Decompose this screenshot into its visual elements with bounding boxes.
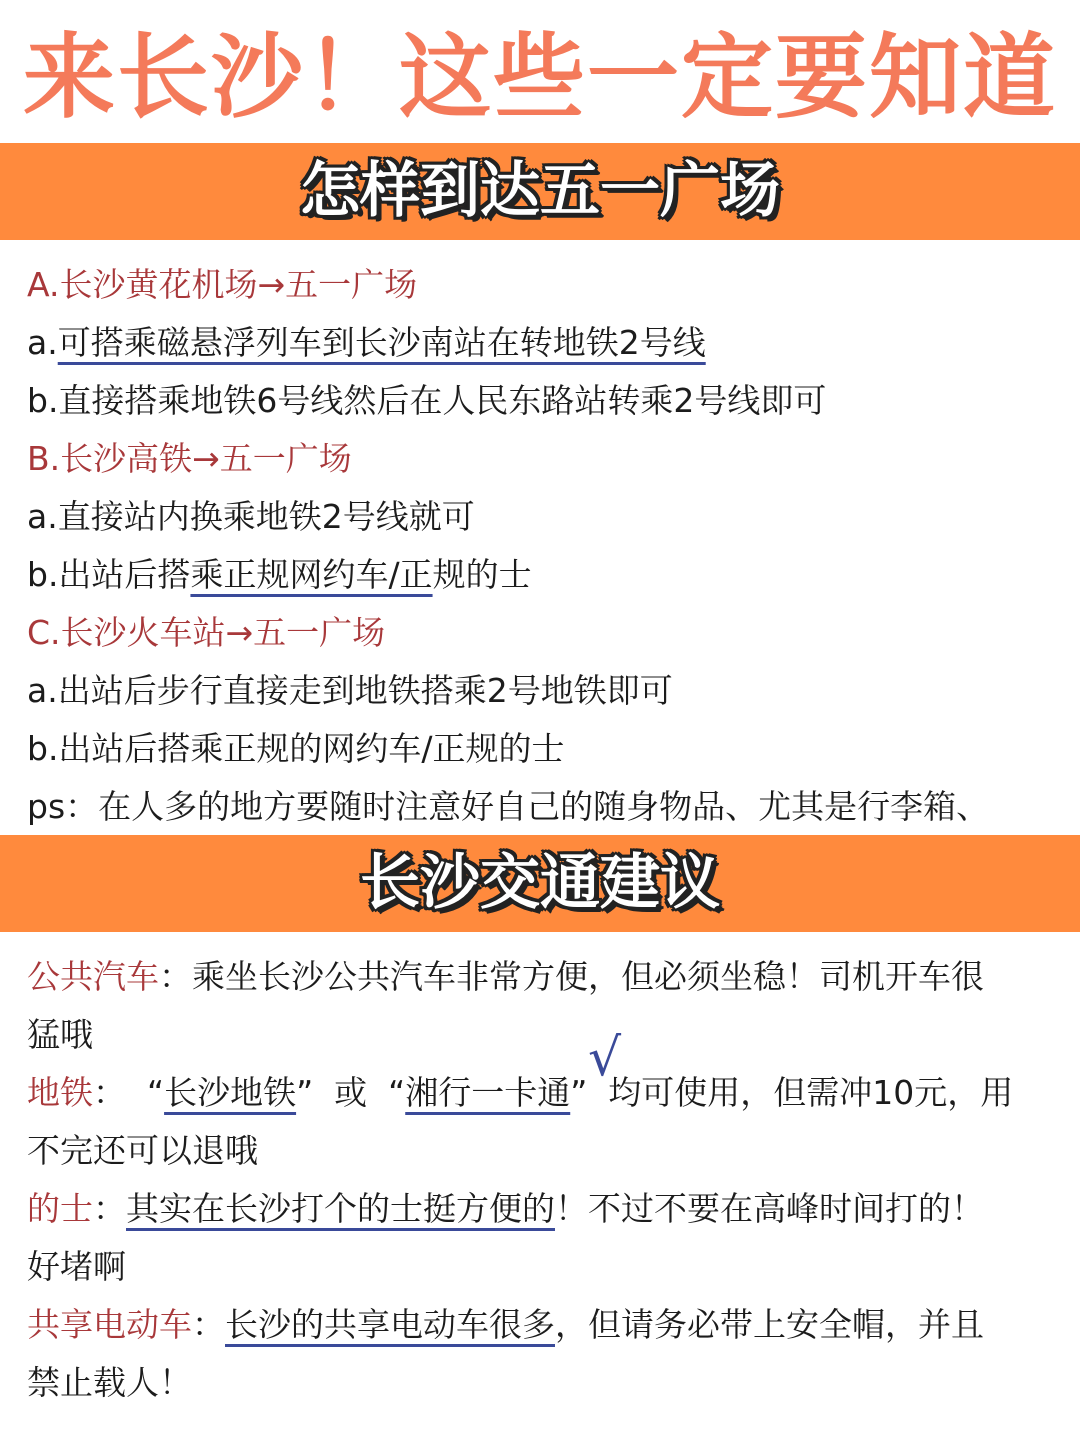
route-a-option-a [27, 320, 1057, 366]
metro-tip-cont: 不完还可以退哦 [27, 1131, 258, 1170]
route-b-option-b [27, 552, 1057, 598]
text-suffix: 规的士 [432, 555, 532, 594]
route-c-option-a: a.出站后步行直接走到地铁搭乘2号地铁即可 [27, 671, 673, 710]
ebike-tip-cont: 禁止载人！ [27, 1363, 192, 1402]
route-b-heading: B.长沙高铁→五一广场 [27, 439, 352, 478]
ebike-sep: ： [192, 1305, 225, 1344]
underlined-text: 可搭乘磁悬浮列车到长沙南站在转地铁2号线 [57, 323, 706, 362]
taxi-sep: ： [93, 1189, 126, 1228]
underlined-text: 长沙地铁 [164, 1073, 297, 1112]
route-c-option-b: b.出站后搭乘正规的网约车/正规的士 [27, 729, 565, 768]
metro-mid: ” 或 “ [296, 1073, 406, 1112]
taxi-tip [27, 1186, 1057, 1232]
section-banner-transport-tips: 长沙交通建议 [0, 835, 1080, 932]
taxi-label: 的士 [27, 1189, 93, 1228]
underlined-text: 湘行一卡通 [405, 1073, 571, 1112]
metro-sep: ： “ [93, 1073, 165, 1112]
underlined-text: 长沙的共享电动车很多 [225, 1305, 555, 1344]
ebike-tip [27, 1302, 1057, 1348]
option-prefix: a. [27, 323, 58, 362]
check-mark-icon: √ [588, 1028, 622, 1088]
text-prefix: b.出站后搭 [27, 555, 191, 594]
metro-rest: ” 均可使用，但需冲10元，用 [570, 1073, 1014, 1112]
metro-label: 地铁 [27, 1073, 93, 1112]
taxi-rest: ！不过不要在高峰时间打的！ [555, 1189, 984, 1228]
metro-tip [27, 1070, 1057, 1116]
underlined-text: 其实在长沙打个的士挺方便的 [126, 1189, 555, 1228]
bus-tip-cont: 猛哦 [27, 1015, 93, 1054]
underlined-text: 乘正规网约车/正 [190, 555, 433, 594]
bus-label: 公共汽车 [27, 957, 159, 996]
route-a-option-b: b.直接搭乘地铁6号线然后在人民东路站转乘2号线即可 [27, 381, 827, 420]
route-a-heading: A.长沙黄花机场→五一广场 [27, 265, 418, 304]
bus-text: ：乘坐长沙公共汽车非常方便，但必须坐稳！司机开车很 [159, 957, 984, 996]
route-c-heading: C.长沙火车站→五一广场 [27, 613, 386, 652]
bus-tip [27, 954, 1057, 1000]
ps-note: ps：在人多的地方要随时注意好自己的随身物品、尤其是行李箱、 [27, 787, 990, 826]
route-b-option-a: a.直接站内换乘地铁2号线就可 [27, 497, 475, 536]
taxi-tip-cont: 好堵啊 [27, 1247, 126, 1286]
page-title: 来长沙！这些一定要知道 [22, 24, 1057, 131]
ebike-rest: ，但请务必带上安全帽，并且 [555, 1305, 984, 1344]
ebike-label: 共享电动车 [27, 1305, 192, 1344]
section-banner-wuyi-square: 怎样到达五一广场 [0, 143, 1080, 240]
